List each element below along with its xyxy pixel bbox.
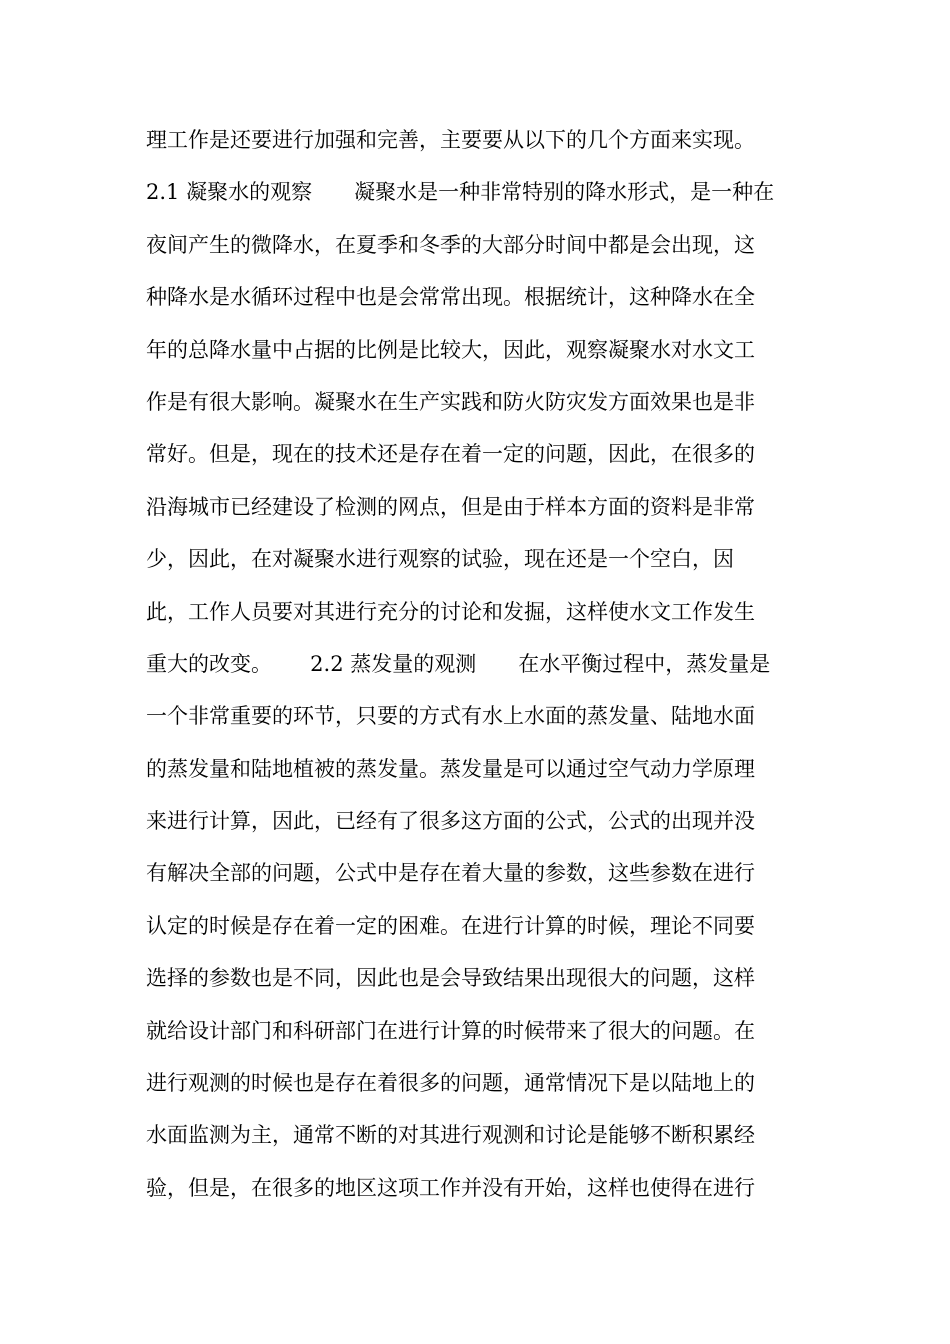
text-line-1: 理工作是还要进行加强和完善，主要要从以下的几个方面来实现。 xyxy=(146,128,755,152)
text-line-4: 种降水是水循环过程中也是会常常出现。根据统计，这种降水在全 xyxy=(146,285,755,310)
text-line-9: 少，因此，在对凝聚水进行观察的试验，现在还是一个空白，因 xyxy=(146,547,734,572)
text-line-5: 年的总降水量中占据的比例是比较大，因此，观察凝聚水对水文工 xyxy=(146,337,755,362)
text-line-6: 作是有很大影响。凝聚水在生产实践和防火防灾发方面效果也是非 xyxy=(146,389,755,414)
text-line-18: 就给设计部门和科研部门在进行计算的时候带来了很大的问题。在 xyxy=(146,1018,755,1043)
text-line-15: 有解决全部的问题，公式中是存在着大量的参数，这些参数在进行 xyxy=(146,861,755,886)
text-line-10: 此，工作人员要对其进行充分的讨论和发掘，这样使水文工作发生 xyxy=(146,599,755,624)
text-line-2: 2.1 凝聚水的观察 凝聚水是一种非常特别的降水形式，是一种在 xyxy=(146,180,775,205)
text-line-11: 重大的改变。 2.2 蒸发量的观测 在水平衡过程中，蒸发量是 xyxy=(146,651,771,676)
text-line-19: 进行观测的时候也是存在着很多的问题，通常情况下是以陆地上的 xyxy=(146,1071,755,1096)
text-line-12: 一个非常重要的环节，只要的方式有水上水面的蒸发量、陆地水面 xyxy=(146,704,755,729)
text-line-20: 水面监测为主，通常不断的对其进行观测和讨论是能够不断积累经 xyxy=(146,1123,755,1148)
text-line-7: 常好。但是，现在的技术还是存在着一定的问题，因此，在很多的 xyxy=(146,442,755,467)
body-text xyxy=(146,114,806,1214)
text-line-13: 的蒸发量和陆地植被的蒸发量。蒸发量是可以通过空气动力学原理 xyxy=(146,756,755,781)
text-line-16: 认定的时候是存在着一定的困难。在进行计算的时候，理论不同要 xyxy=(146,913,755,938)
text-line-8: 沿海城市已经建设了检测的网点，但是由于样本方面的资料是非常 xyxy=(146,494,755,519)
text-line-14: 来进行计算，因此，已经有了很多这方面的公式，公式的出现并没 xyxy=(146,809,755,834)
text-line-17: 选择的参数也是不同，因此也是会导致结果出现很大的问题，这样 xyxy=(146,966,755,991)
text-line-3: 夜间产生的微降水，在夏季和冬季的大部分时间中都是会出现，这 xyxy=(146,232,755,257)
text-line-21: 验，但是，在很多的地区这项工作并没有开始，这样也使得在进行 xyxy=(146,1175,755,1200)
